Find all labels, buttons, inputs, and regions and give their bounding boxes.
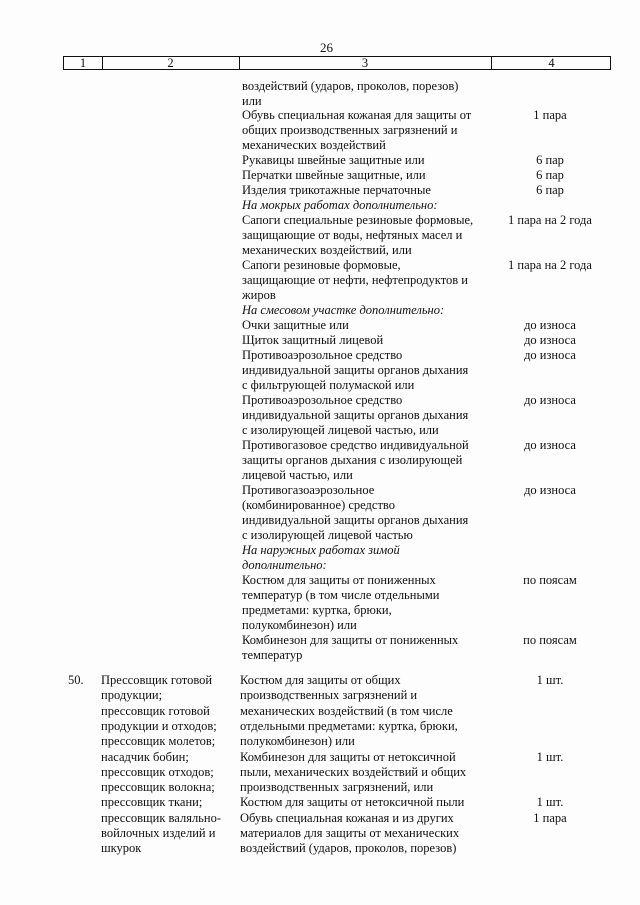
section-heading: дополнительно: xyxy=(242,558,327,572)
norm-value: 1 шт. xyxy=(536,673,564,687)
section-heading: На мокрых работах дополнительно: xyxy=(242,198,438,212)
item-line: жиров xyxy=(242,288,276,302)
profession-line: насадчик бобин; xyxy=(101,749,189,764)
item-line: Перчатки швейные защитные, или xyxy=(242,168,426,182)
row-number: 50. xyxy=(68,673,84,687)
item-line: или xyxy=(242,94,262,108)
profession-line: прессовщик молетов; xyxy=(101,734,216,749)
item-line: производственных загрязнений, или xyxy=(240,780,434,795)
section-heading: На смесовом участке дополнительно: xyxy=(242,303,445,317)
item-line: Обувь специальная кожаная и из других xyxy=(240,810,454,825)
header-col-1: 1 xyxy=(79,56,87,70)
item-line: Противогазоаэрозольное xyxy=(242,483,375,497)
norm-value: до износа xyxy=(524,318,576,332)
norm-value: 1 пара на 2 года xyxy=(508,258,592,272)
norm-value: 1 шт. xyxy=(536,749,564,764)
section-heading: На наружных работах зимой xyxy=(242,543,400,557)
item-line: Рукавицы швейные защитные или xyxy=(242,153,425,167)
item-line: Костюм для защиты от общих xyxy=(240,673,401,687)
profession-line: Прессовщик готовой xyxy=(101,673,213,687)
header-col-3: 3 xyxy=(361,56,369,70)
item-line: Сапоги резиновые формовые, xyxy=(242,258,401,272)
item-line: защищающие от нефти, нефтепродуктов и xyxy=(242,273,468,287)
item-line: Костюм для защиты от нетоксичной пыли xyxy=(240,795,465,810)
item-line: воздействий (ударов, проколов, порезов) xyxy=(240,841,457,856)
item-line: Противогазовое средство индивидуальной xyxy=(242,438,469,452)
item-line: Комбинезон для защиты от пониженных xyxy=(242,633,459,647)
item-line: защищающие от воды, нефтяных масел и xyxy=(242,228,463,242)
item-line: индивидуальной защиты органов дыхания xyxy=(242,408,469,422)
norm-value: до износа xyxy=(524,438,576,452)
profession-line: войлочных изделий и xyxy=(101,826,216,840)
profession-line: продукции; xyxy=(101,688,163,703)
item-line: производственных загрязнений и xyxy=(240,688,418,703)
item-line: Сапоги специальные резиновые формовые, xyxy=(242,213,474,227)
norm-value: 1 пара xyxy=(533,108,567,122)
norm-value: 1 шт. xyxy=(536,795,564,810)
item-line: общих производственных загрязнений и xyxy=(242,123,458,137)
norm-value: до износа xyxy=(524,393,576,407)
item-line: Комбинезон для защиты от нетоксичной xyxy=(240,749,456,764)
item-line: механических воздействий (в том числе xyxy=(240,703,453,718)
header-col-2: 2 xyxy=(167,56,174,70)
profession-line: прессовщик ткани; xyxy=(101,795,203,810)
item-line: с изолирующей лицевой частью, или xyxy=(242,423,439,437)
profession-line: прессовщик готовой xyxy=(101,703,210,718)
item-line: полукомбинезон) или xyxy=(242,618,357,632)
item-line: полукомбинезон) или xyxy=(240,734,355,749)
norm-value: 1 пара xyxy=(533,810,567,825)
item-line: Обувь специальная кожаная для защиты от xyxy=(242,108,472,122)
header-col-4: 4 xyxy=(548,56,555,70)
item-line: температур (в том числе отдельными xyxy=(242,588,440,602)
item-line: лицевой частью, или xyxy=(242,468,353,482)
profession-line: продукции и отходов; xyxy=(101,718,217,733)
item-line: отдельными предметами: куртка, брюки, xyxy=(240,718,458,733)
item-line: пыли, механических воздействий и общих xyxy=(240,764,467,779)
item-line: с фильтрующей полумаской или xyxy=(242,378,415,392)
norm-value: до износа xyxy=(524,483,576,497)
item-line: предметами: куртка, брюки, xyxy=(242,603,392,617)
item-line: (комбинированное) средство xyxy=(242,498,395,512)
item-line: с изолирующей лицевой частью xyxy=(242,528,413,542)
page-number: 26 xyxy=(320,40,333,55)
norm-value: 6 пар xyxy=(536,183,564,197)
profession-line: прессовщик волокна; xyxy=(101,780,215,795)
item-line: Костюм для защиты от пониженных xyxy=(242,573,436,587)
item-line: Изделия трикотажные перчаточные xyxy=(242,183,431,197)
item-line: индивидуальной защиты органов дыхания xyxy=(242,363,469,377)
profession-line: прессовщик отходов; xyxy=(101,764,214,779)
norm-value: до износа xyxy=(524,333,576,347)
item-line: воздействий (ударов, проколов, порезов) xyxy=(242,79,459,93)
item-line: температур xyxy=(242,648,303,662)
item-line: механических воздействий xyxy=(242,138,386,152)
item-line: материалов для защиты от механических xyxy=(240,826,460,840)
item-line: механических воздействий, или xyxy=(242,243,412,257)
item-line: Противоаэрозольное средство xyxy=(242,393,403,407)
norm-value: 6 пар xyxy=(536,168,564,182)
item-line: индивидуальной защиты органов дыхания xyxy=(242,513,469,527)
item-line: защиты органов дыхания с изолирующей xyxy=(242,453,463,467)
item-line: Очки защитные или xyxy=(242,318,349,332)
table-header xyxy=(63,56,611,70)
norm-value: 6 пар xyxy=(536,153,564,167)
profession-line: прессовщик валяльно- xyxy=(101,810,221,825)
item-line: Противоаэрозольное средство xyxy=(242,348,403,362)
item-line: Щиток защитный лицевой xyxy=(242,333,384,347)
profession-line: шкурок xyxy=(101,841,142,856)
norm-value: по поясам xyxy=(523,633,577,647)
norm-value: по поясам xyxy=(523,573,577,587)
norm-value: 1 пара на 2 года xyxy=(508,213,592,227)
norm-value: до износа xyxy=(524,348,576,362)
